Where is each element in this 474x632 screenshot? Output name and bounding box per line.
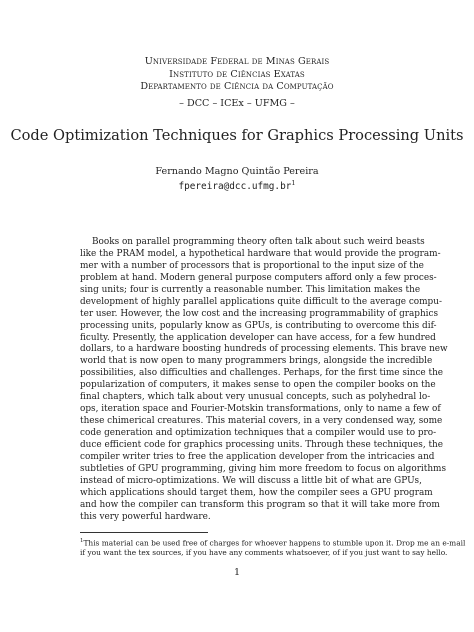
footnote-line-1 (80, 536, 466, 548)
abstract-line: popularization of computers, it makes sense to open the compiler books on the (80, 380, 436, 391)
abstract-line: code generation and optimization techniques that a compiler would use to pro- (80, 428, 437, 438)
author-name: Fernando Magno Quintão Pereira (155, 166, 319, 177)
abstract-body (80, 237, 448, 524)
abstract-line: ficulty. Presently, the application developer can have access, for a few hundred (80, 332, 436, 343)
abstract-line: like the PRAM model, a hypothetical hardware that would provide the program- (80, 248, 441, 259)
abstract-line: dollars, to a hardware boosting hundreds of processing elements. This brave new (80, 344, 448, 355)
footnote-rule (80, 532, 208, 533)
affiliation-tagline: – DCC – ICEx – UFMG – (179, 98, 295, 109)
abstract-line: and how the compiler can transform this program so that it will take more from (80, 499, 440, 510)
abstract-line: sing units; four is currently a reasonable number. This limitation makes the (80, 284, 421, 295)
abstract-line: problem at hand. Modern general purpose computers afford only a few proces- (80, 272, 437, 283)
abstract-line: which applications should target them, how the compiler sees a GPU program (80, 487, 433, 498)
footnote-marker: 1 (291, 179, 296, 187)
author-email (0, 179, 474, 192)
author-email-text: fpereira@dcc.ufmg.br (178, 181, 292, 193)
abstract-line: processing units, popularly know as GPUs, is contributing to overcome this dif- (80, 320, 437, 331)
abstract-line: ter user. However, the low cost and the increasing programmability of graphics (80, 308, 439, 319)
affiliation-header (0, 56, 474, 94)
department-name: Departamento de Ciência da Computação (140, 81, 334, 92)
footnote (80, 536, 466, 558)
paper-title: Code Optimization Techniques for Graphics Processing Units (10, 127, 464, 144)
abstract-line: instead of micro-optimizations. We will discuss a little bit of what are GPUs, (80, 475, 422, 486)
abstract-line: ops, iteration space and Fourier-Motskin transformations, only to name a few of (80, 404, 441, 415)
institute-name: Instituto de Ciências Exatas (169, 68, 305, 80)
abstract-line: possibilities, also difficulties and challenges. Perhaps, for the first time since the (80, 368, 444, 379)
abstract-line: these chimerical creatures. This material covers, in a very condensed way, some (80, 416, 443, 427)
abstract-line: duce efficient code for graphics processing units. Through these techniques, the (80, 439, 444, 450)
university-name: Universidade Federal de Minas Gerais (144, 56, 330, 67)
footnote-mark: 1 (80, 538, 84, 544)
page-number: 1 (233, 567, 241, 578)
abstract-line: world that is now open to many programmers brings, alongside the incredible (80, 356, 433, 367)
abstract-line: compiler writer tries to free the application developer from the intricacies and (80, 451, 435, 462)
abstract-line: this very powerful hardware. (80, 511, 211, 522)
abstract-line: mer with a number of processors that is proportional to the input size of the (80, 260, 424, 271)
footnote-text-1: This material can be used free of charges for whoever happens to stumble upon it. Drop me an e-mail (83, 538, 466, 548)
abstract-line: development of highly parallel applications quite difficult to the average compu- (80, 296, 442, 307)
abstract-line: subtleties of GPU programming, giving him more freedom to focus on algorithms (80, 463, 447, 474)
abstract-line: final chapters, which talk about very unusual concepts, such as polyhedral lo- (80, 392, 431, 403)
footnote-line-2: if you want the tex sources, if you have any comments whatsoever, of if you just want to say hello. (80, 548, 448, 558)
abstract-line: Books on parallel programming theory often talk about such weird beasts (92, 237, 425, 247)
